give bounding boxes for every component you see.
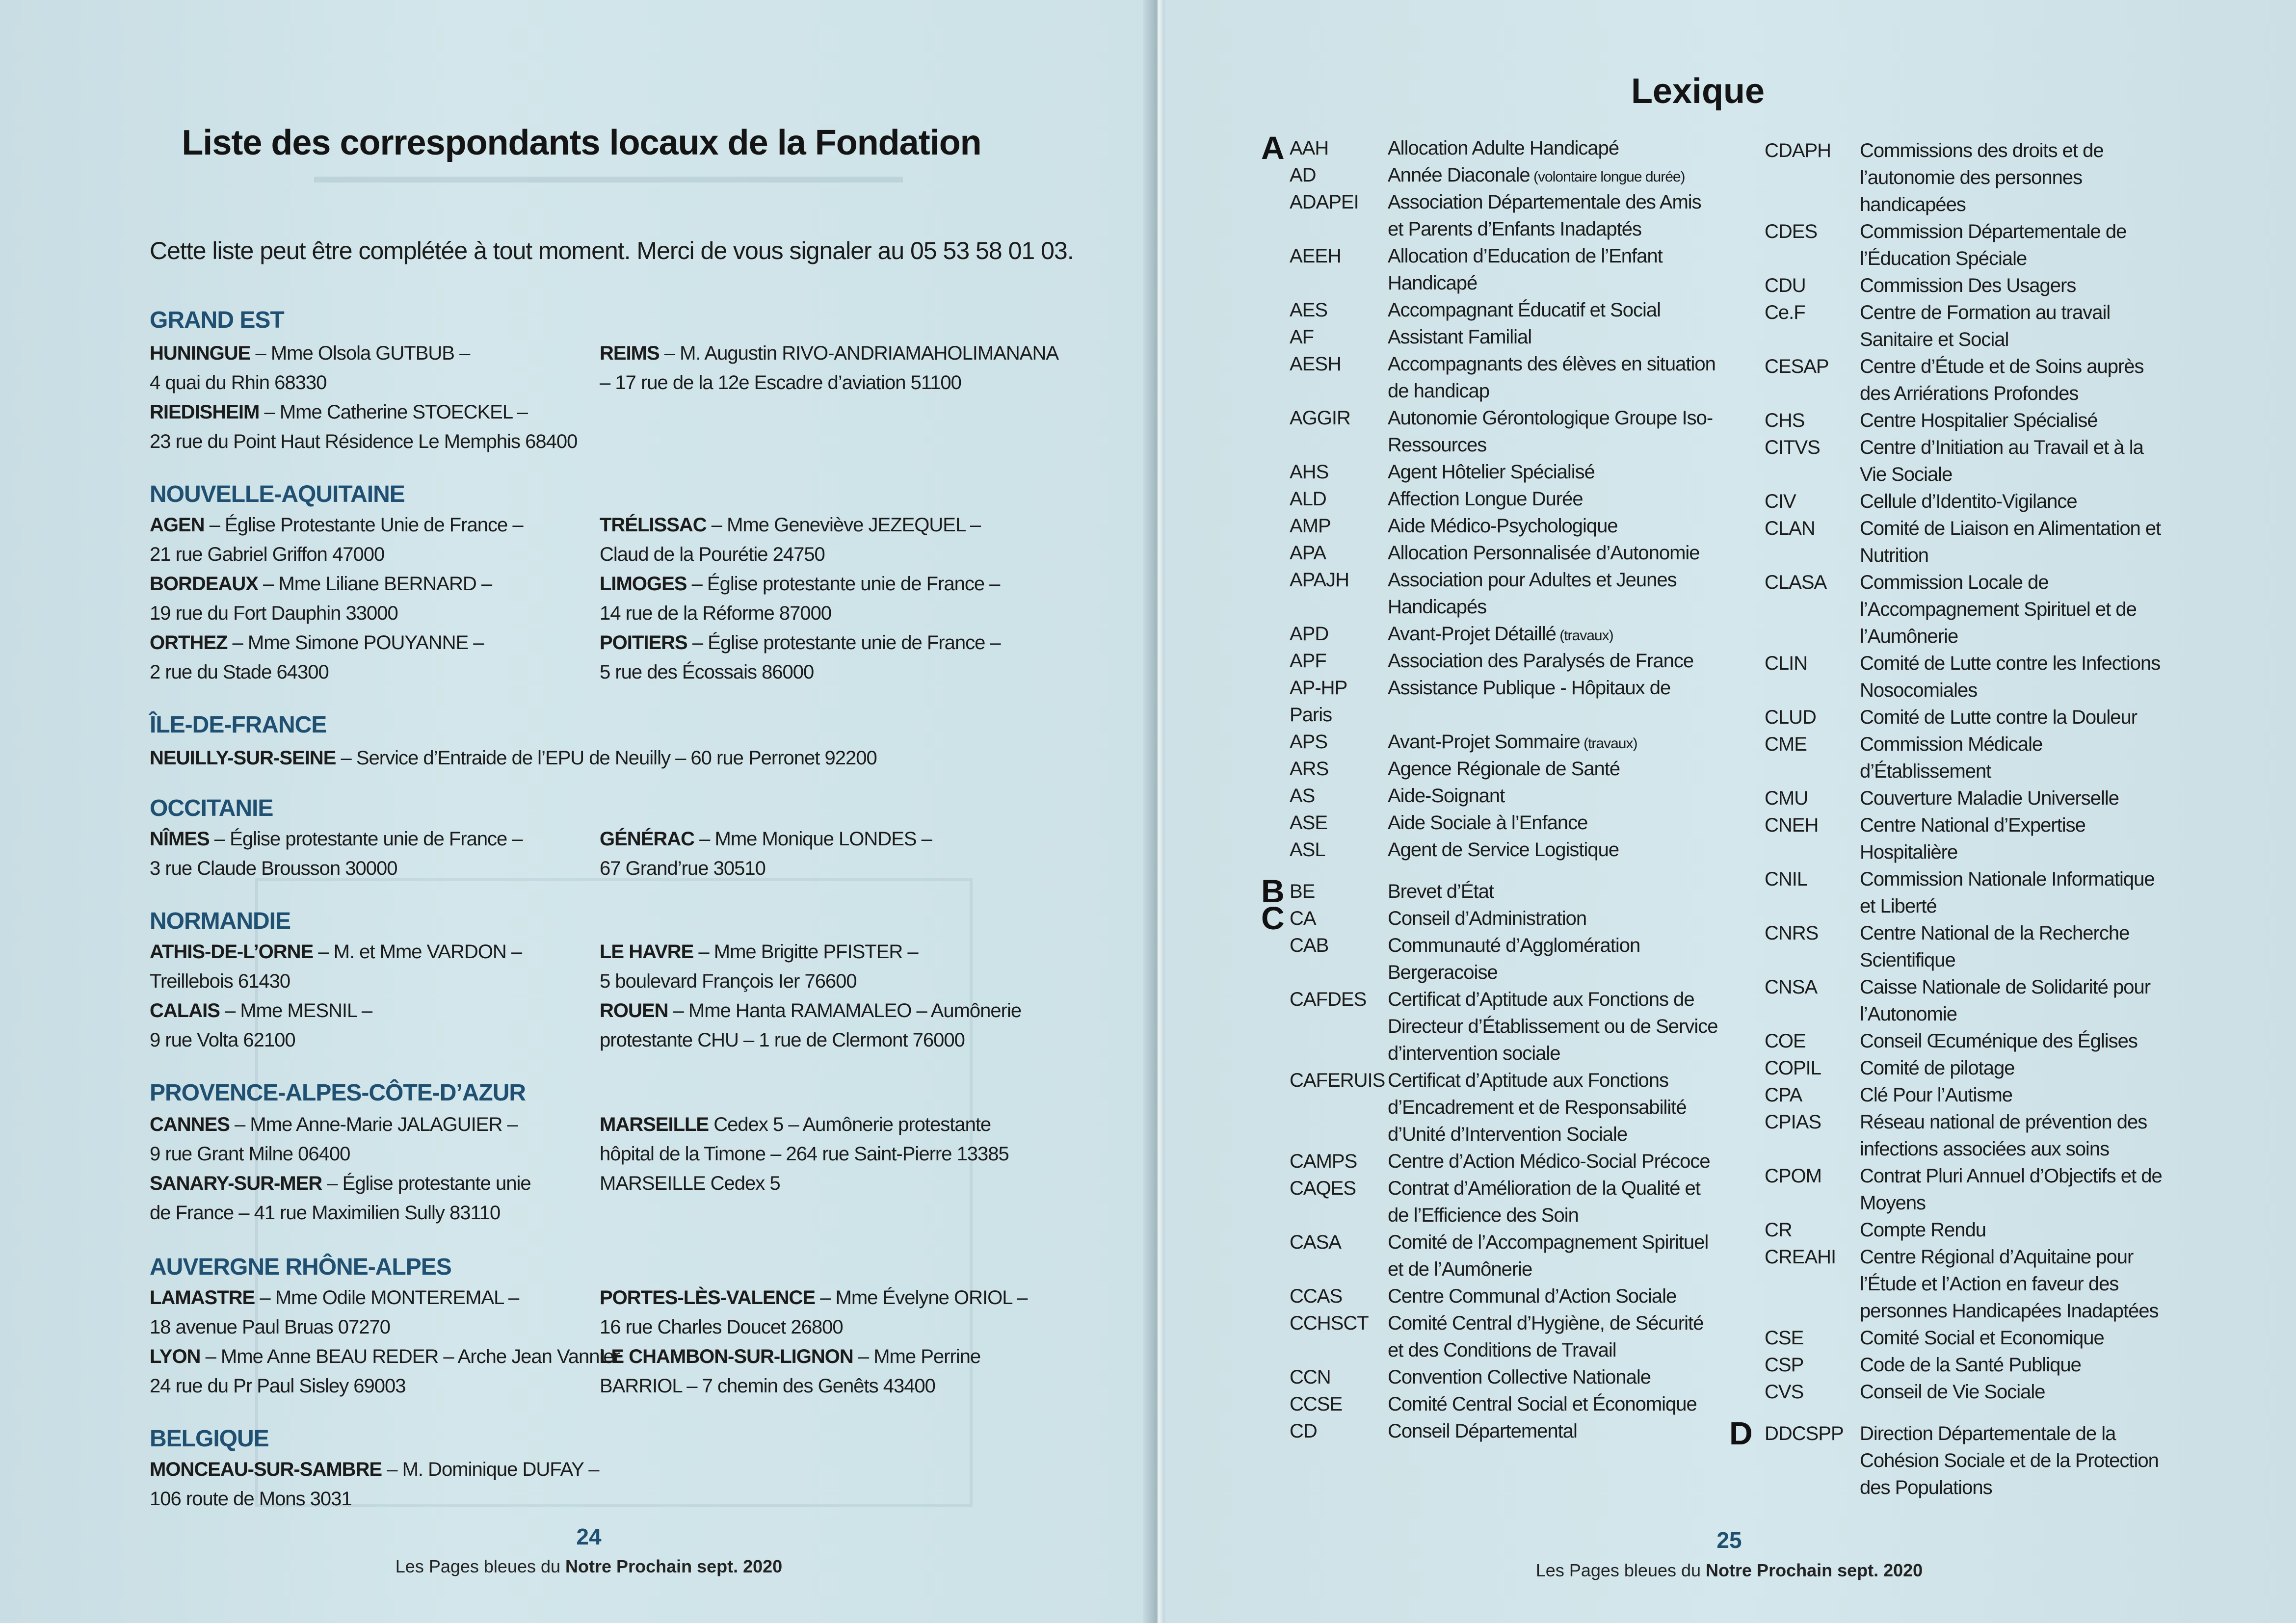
entry-address: 23 rue du Point Haut Résidence Le Memphis 68400	[150, 431, 578, 452]
lexicon-definition: Allocation d’Education de l’Enfant Handicapé	[1388, 245, 1663, 294]
city-name: POITIERS	[600, 632, 687, 654]
lexicon-definition: Accompagnant Éducatif et Social	[1388, 299, 1661, 321]
correspondent-entry	[600, 824, 1139, 883]
lexicon-definition: Allocation Personnalisée d’Autonomie	[1388, 542, 1700, 564]
entry-address: 9 rue Volta 62100	[150, 1029, 295, 1051]
lexicon-definition: Avant-Projet Sommaire (travaux)	[1388, 731, 1637, 753]
entry-contact: – Mme Simone POUYANNE –	[227, 632, 484, 654]
region-heading: BELGIQUE	[150, 1426, 269, 1452]
lexicon-definition: Commission Nationale Informatique et Liberté	[1860, 868, 2155, 917]
lexicon-title: Lexique	[1631, 72, 1765, 111]
correspondent-entry	[600, 996, 1139, 1055]
city-name: MARSEILLE	[600, 1114, 709, 1135]
city-name: LAMASTRE	[150, 1287, 255, 1309]
intro-text: Cette liste peut être complétée à tout moment. Merci de vous signaler au 05 53 58 01 03.	[150, 237, 1074, 264]
correspondent-entry	[150, 397, 581, 456]
lexicon-abbreviation: CASA	[1290, 1231, 1341, 1253]
entry-address: 5 boulevard François Ier 76600	[600, 970, 857, 992]
lexicon-abbreviation: AES	[1290, 299, 1328, 321]
entry-address: hôpital de la Timone – 264 rue Saint-Pierre 13385	[600, 1143, 1009, 1165]
lexicon-abbreviation: AAH	[1290, 137, 1329, 159]
entry-contact: – Mme Perrine	[853, 1346, 981, 1367]
lexicon-abbreviation: CR	[1765, 1219, 1792, 1241]
lexicon-definition: Accompagnants des élèves en situation de handicap	[1388, 353, 1715, 402]
lexicon-definition: Allocation Adulte Handicapé	[1388, 137, 1619, 159]
entry-address: 16 rue Charles Doucet 26800	[600, 1316, 843, 1338]
correspondent-entry	[600, 1110, 1139, 1198]
lexicon-abbreviation: CAMPS	[1290, 1151, 1357, 1172]
lexicon-letter: C	[1261, 900, 1285, 936]
lexicon-definition: Réseau national de prévention des infections associées aux soins	[1860, 1111, 2147, 1160]
lexicon-abbreviation: CNIL	[1765, 868, 1808, 890]
entry-address: Claud de la Pourétie 24750	[600, 544, 825, 565]
lexicon-abbreviation: CA	[1290, 908, 1316, 929]
lexicon-abbreviation: ADAPEI	[1290, 191, 1359, 213]
lexicon-abbreviation: CVS	[1765, 1381, 1804, 1403]
lexicon-abbreviation: CMU	[1765, 787, 1808, 809]
correspondent-entry	[600, 1342, 1139, 1401]
correspondent-entry	[150, 339, 581, 397]
city-name: NÎMES	[150, 828, 210, 850]
lexicon-definition: Contrat d’Amélioration de la Qualité et de l’Efficience des Soin	[1388, 1178, 1700, 1226]
region-heading: GRAND EST	[150, 307, 284, 333]
lexicon-abbreviation: ASL	[1290, 839, 1325, 861]
lexicon-definition: Assistance Publique - Hôpitaux de	[1388, 677, 1671, 699]
lexicon-abbreviation: CAB	[1290, 935, 1329, 956]
lexicon-abbreviation: ARS	[1290, 758, 1329, 780]
correspondent-entry	[600, 510, 1139, 569]
lexicon-definition: Agence Régionale de Santé	[1388, 758, 1620, 780]
lexicon-definition: Aide Sociale à l’Enfance	[1388, 812, 1588, 834]
lexicon-abbreviation: APS	[1290, 731, 1328, 753]
lexicon-definition: Commissions des droits et de l’autonomie des personnes handicapées	[1860, 140, 2104, 215]
region-heading: ÎLE-DE-FRANCE	[150, 712, 327, 738]
city-name: LE HAVRE	[600, 941, 694, 963]
lexicon-abbreviation: APD	[1290, 623, 1329, 645]
city-name: AGEN	[150, 514, 205, 536]
lexicon-abbreviation: ALD	[1290, 488, 1326, 510]
lexicon-abbreviation: AGGIR	[1290, 407, 1350, 429]
entry-contact: – M. Dominique DUFAY –	[382, 1459, 599, 1480]
city-name: RIEDISHEIM	[150, 401, 260, 423]
lexicon-abbreviation: CAQES	[1290, 1178, 1356, 1199]
city-name: BORDEAUX	[150, 573, 258, 595]
lexicon-abbreviation: CME	[1765, 733, 1807, 755]
entry-address: Treillebois 61430	[150, 970, 290, 992]
lexicon-definition: Centre Hospitalier Spécialisé	[1860, 410, 2098, 431]
footer-publication: Notre Prochain sept. 2020	[565, 1556, 783, 1576]
lexicon-definition: Centre d’Initiation au Travail et à la Vie Sociale	[1860, 437, 2143, 485]
entry-contact: – Mme Monique LONDES –	[694, 828, 932, 850]
lexicon-abbreviation: CSP	[1765, 1354, 1804, 1376]
city-name: LYON	[150, 1346, 201, 1367]
lexicon-abbreviation: CLUD	[1765, 707, 1816, 728]
lexicon-definition: Comité Social et Economique	[1860, 1327, 2104, 1349]
lexicon-definition: Année Diaconale (volontaire longue durée)	[1388, 164, 1685, 186]
lexicon-definition: Association pour Adultes et Jeunes Handicapés	[1388, 569, 1677, 618]
lexicon-definition: Centre d’Action Médico-Social Précoce	[1388, 1151, 1710, 1172]
entry-contact: – Église protestante unie de France –	[209, 828, 523, 850]
lexicon-abbreviation: CCN	[1290, 1366, 1331, 1388]
correspondent-entry	[150, 1283, 581, 1342]
lexicon-abbreviation: CCAS	[1290, 1285, 1343, 1307]
correspondent-entry	[150, 628, 581, 687]
correspondent-entry	[150, 1169, 581, 1228]
lexicon-abbreviation: CNRS	[1765, 922, 1819, 944]
lexicon-definition: Commission Médicale d’Établissement	[1860, 733, 2043, 782]
lexicon-abbreviation: AF	[1290, 326, 1314, 348]
lexicon-abbreviation: CESAP	[1765, 356, 1829, 377]
entry-address: 5 rue des Écossais 86000	[600, 661, 814, 683]
lexicon-definition: Association Départementale des Amis et Parents d’Enfants Inadaptés	[1388, 191, 1701, 240]
correspondent-entry	[600, 628, 1139, 687]
footer-prefix: Les Pages bleues du	[1535, 1560, 1706, 1580]
lexicon-definition: Affection Longue Durée	[1388, 488, 1583, 510]
lexicon-abbreviation: CLAN	[1765, 518, 1815, 539]
region-heading: AUVERGNE RHÔNE-ALPES	[150, 1254, 451, 1280]
lexicon-abbreviation: CNSA	[1765, 976, 1818, 998]
city-name: NEUILLY-SUR-SEINE	[150, 747, 336, 769]
lexicon-definition: Association des Paralysés de France	[1388, 650, 1694, 672]
entry-address: 14 rue de la Réforme 87000	[600, 602, 832, 624]
city-name: GÉNÉRAC	[600, 828, 695, 850]
entry-contact: – Église protestante unie	[322, 1173, 531, 1194]
lexicon-definition: Contrat Pluri Annuel d’Objectifs et de Moyens	[1860, 1165, 2162, 1214]
lexicon-abbreviation: Ce.F	[1765, 302, 1805, 323]
city-name: HUNINGUE	[150, 342, 251, 364]
lexicon-definition: Conseil de Vie Sociale	[1860, 1381, 2045, 1403]
entry-address: MARSEILLE Cedex 5	[600, 1173, 780, 1194]
lexicon-abbreviation: CD	[1290, 1420, 1317, 1442]
lexicon-abbreviation: AP-HP Paris	[1290, 677, 1347, 726]
lexicon-definition: Certificat d’Aptitude aux Fonctions d’Encadrement et de Responsabilité d’Unité d’Intervention Sociale	[1388, 1070, 1687, 1145]
lexicon-definition: Couverture Maladie Universelle	[1860, 787, 2119, 809]
lexicon-definition: Commission Des Usagers	[1860, 275, 2076, 296]
correspondent-entry	[600, 339, 1139, 397]
lexicon-abbreviation: CAFERUIS	[1290, 1070, 1385, 1091]
region-heading: NORMANDIE	[150, 908, 290, 934]
lexicon-definition: Certificat d’Aptitude aux Fonctions de Directeur d’Établissement ou de Service d’intervention sociale	[1388, 989, 1718, 1064]
lexicon-definition: Cellule d’Identito-Vigilance	[1860, 491, 2077, 512]
lexicon-definition: Conseil Départemental	[1388, 1420, 1577, 1442]
lexicon-definition: Conseil Œcuménique des Églises	[1860, 1030, 2138, 1052]
city-name: CALAIS	[150, 1000, 220, 1021]
lexicon-definition: Comité Central Social et Économique	[1388, 1393, 1697, 1415]
city-name: LE CHAMBON-SUR-LIGNON	[600, 1346, 853, 1367]
lexicon-letter: B	[1261, 873, 1285, 909]
city-name: CANNES	[150, 1114, 230, 1135]
lexicon-definition: Comité de Lutte contre les Infections Nosocomiales	[1860, 653, 2161, 701]
correspondent-entry	[150, 1455, 599, 1514]
lexicon-definition: Agent de Service Logistique	[1388, 839, 1619, 861]
entry-contact: – Mme Hanta RAMAMALEO – Aumônerie	[668, 1000, 1022, 1021]
lexicon-abbreviation: CNEH	[1765, 814, 1819, 836]
city-name: LIMOGES	[600, 573, 687, 595]
entry-address: 18 avenue Paul Bruas 07270	[150, 1316, 390, 1338]
lexicon-letter: A	[1261, 130, 1285, 166]
correspondent-entry	[600, 569, 1139, 628]
lexicon-definition: Comité Central d’Hygiène, de Sécurité et des Conditions de Travail	[1388, 1312, 1704, 1361]
entry-contact: – Mme Odile MONTEREMAL –	[255, 1287, 519, 1309]
lexicon-abbreviation: APAJH	[1290, 569, 1349, 591]
entry-address: 67 Grand’rue 30510	[600, 858, 765, 879]
lexicon-abbreviation: CREAHI	[1765, 1246, 1836, 1268]
correspondent-entry	[150, 569, 581, 628]
lexicon-definition: Direction Départementale de la Cohésion Sociale et de la Protection des Populations	[1860, 1423, 2159, 1498]
page-footer	[343, 1556, 834, 1577]
lexicon-definition: Commission Locale de l’Accompagnement Spirituel et de l’Aumônerie	[1860, 572, 2137, 647]
lexicon-abbreviation: CLIN	[1765, 653, 1808, 674]
correspondent-entry	[150, 824, 581, 883]
lexicon-definition: Aide Médico-Psychologique	[1388, 515, 1618, 537]
page-number: 25	[1716, 1527, 1742, 1553]
entry-address: – 17 rue de la 12e Escadre d’aviation 51100	[600, 372, 961, 393]
lexicon-abbreviation: CPOM	[1765, 1165, 1821, 1187]
entry-address: 24 rue du Pr Paul Sisley 69003	[150, 1375, 406, 1397]
entry-address: de France – 41 rue Maximilien Sully 83110	[150, 1202, 501, 1224]
entry-address: 106 route de Mons 3031	[150, 1488, 352, 1510]
lexicon-abbreviation: CPIAS	[1765, 1111, 1821, 1133]
lexicon-abbreviation: CITVS	[1765, 437, 1820, 458]
entry-contact: – Mme Liliane BERNARD –	[258, 573, 492, 595]
entry-contact: – Église Protestante Unie de France –	[204, 514, 523, 536]
lexicon-note: (travaux)	[1580, 735, 1637, 752]
city-name: PORTES-LÈS-VALENCE	[600, 1287, 816, 1309]
lexicon-definition: Communauté d’Agglomération Bergeracoise	[1388, 935, 1640, 983]
lexicon-definition: Commission Départementale de l’Éducation Spéciale	[1860, 221, 2127, 269]
entry-contact: – Mme MESNIL –	[219, 1000, 372, 1021]
lexicon-definition: Centre Communal d’Action Sociale	[1388, 1285, 1677, 1307]
entry-address: 4 quai du Rhin 68330	[150, 372, 327, 393]
lexicon-abbreviation: CSE	[1765, 1327, 1804, 1349]
entry-address: 3 rue Claude Brousson 30000	[150, 858, 397, 879]
lexicon-definition: Compte Rendu	[1860, 1219, 1986, 1241]
lexicon-definition: Convention Collective Nationale	[1388, 1366, 1651, 1388]
correspondent-entry	[600, 1283, 1139, 1342]
city-name: SANARY-SUR-MER	[150, 1173, 322, 1194]
lexicon-abbreviation: CCSE	[1290, 1393, 1343, 1415]
entry-address: 19 rue du Fort Dauphin 33000	[150, 602, 398, 624]
entry-contact: – Service d’Entraide de l’EPU de Neuilly – 60 rue Perronet 92200	[336, 747, 877, 769]
lexicon-letter: D	[1729, 1415, 1753, 1451]
lexicon-abbreviation: AEEH	[1290, 245, 1341, 267]
lexicon-abbreviation: CDU	[1765, 275, 1806, 296]
correspondent-entry	[600, 937, 1139, 996]
lexicon-abbreviation: AS	[1290, 785, 1315, 807]
lexicon-note: (volontaire longue durée)	[1530, 169, 1685, 185]
lexicon-definition: Centre de Formation au travail Sanitaire et Social	[1860, 302, 2111, 350]
footer-prefix: Les Pages bleues du	[395, 1556, 566, 1576]
city-name: REIMS	[600, 342, 660, 364]
entry-contact: Cedex 5 – Aumônerie protestante	[709, 1114, 991, 1135]
city-name: ATHIS-DE-L’ORNE	[150, 941, 314, 963]
lexicon-abbreviation: BE	[1290, 881, 1315, 902]
lexicon-abbreviation: DDCSPP	[1765, 1423, 1844, 1444]
lexicon-definition: Brevet d’État	[1388, 881, 1494, 902]
correspondent-entry	[150, 937, 581, 996]
lexicon-definition: Agent Hôtelier Spécialisé	[1388, 461, 1595, 483]
lexicon-definition: Assistant Familial	[1388, 326, 1532, 348]
entry-contact: – Mme Anne BEAU REDER – Arche Jean Vannier	[200, 1346, 620, 1367]
entry-address: 9 rue Grant Milne 06400	[150, 1143, 350, 1165]
lexicon-definition: Comité de l’Accompagnement Spirituel et de l’Aumônerie	[1388, 1231, 1709, 1280]
lexicon-definition: Autonomie Gérontologique Groupe Iso-Ressources	[1388, 407, 1713, 456]
lexicon-abbreviation: AESH	[1290, 353, 1341, 375]
page-number: 24	[576, 1524, 602, 1549]
correspondent-entry	[150, 1342, 620, 1401]
lexicon-abbreviation: CAFDES	[1290, 989, 1367, 1010]
lexicon-abbreviation: APA	[1290, 542, 1326, 564]
entry-contact: – Mme Olsola GUTBUB –	[250, 342, 470, 364]
lexicon-definition: Comité de pilotage	[1860, 1057, 2015, 1079]
lexicon-definition: Caisse Nationale de Solidarité pour l’Autonomie	[1860, 976, 2151, 1025]
bleed-through-text: ▬▬▬▬▬▬▬▬▬▬▬▬▬▬▬▬▬▬▬▬▬▬▬▬▬▬▬▬▬▬	[314, 165, 903, 187]
lexicon-abbreviation: CDAPH	[1765, 140, 1831, 161]
entry-address: protestante CHU – 1 rue de Clermont 76000	[600, 1029, 965, 1051]
lexicon-definition: Centre d’Étude et de Soins auprès des Arriérations Profondes	[1860, 356, 2144, 404]
lexicon-definition: Clé Pour l’Autisme	[1860, 1084, 2013, 1106]
entry-address: BARRIOL – 7 chemin des Genêts 43400	[600, 1375, 935, 1397]
entry-contact: – Église protestante unie de France –	[687, 632, 1001, 654]
entry-address: 21 rue Gabriel Griffon 47000	[150, 544, 385, 565]
lexicon-definition: Comité de Liaison en Alimentation et Nutrition	[1860, 518, 2161, 566]
lexicon-abbreviation: CDES	[1765, 221, 1818, 242]
entry-contact: – M. et Mme VARDON –	[313, 941, 522, 963]
lexicon-abbreviation: APF	[1290, 650, 1326, 672]
city-name: ORTHEZ	[150, 632, 228, 654]
lexicon-abbreviation: ASE	[1290, 812, 1328, 834]
entry-contact: – Église protestante unie de France –	[686, 573, 1000, 595]
region-heading: NOUVELLE-AQUITAINE	[150, 481, 405, 507]
page-footer	[1484, 1560, 1975, 1581]
lexicon-abbreviation: CLASA	[1765, 572, 1827, 593]
lexicon-definition: Avant-Projet Détaillé (travaux)	[1388, 623, 1613, 645]
correspondent-entry	[150, 1110, 581, 1169]
lexicon-abbreviation: COE	[1765, 1030, 1806, 1052]
lexicon-definition: Aide-Soignant	[1388, 785, 1505, 807]
entry-contact: – Mme Catherine STOECKEL –	[259, 401, 528, 423]
city-name: MONCEAU-SUR-SAMBRE	[150, 1459, 382, 1480]
entry-contact: – Mme Anne-Marie JALAGUIER –	[229, 1114, 518, 1135]
lexicon-definition: Comité de Lutte contre la Douleur	[1860, 707, 2138, 728]
city-name: TRÉLISSAC	[600, 514, 707, 536]
lexicon-abbreviation: CHS	[1765, 410, 1805, 431]
lexicon-definition: Conseil d’Administration	[1388, 908, 1587, 929]
lexicon-definition: Code de la Santé Publique	[1860, 1354, 2081, 1376]
entry-contact: – M. Augustin RIVO-ANDRIAMAHOLIMANANA	[659, 342, 1059, 364]
correspondent-entry	[150, 743, 877, 773]
lexicon-abbreviation: AHS	[1290, 461, 1329, 483]
entry-contact: – Mme Geneviève JEZEQUEL –	[706, 514, 981, 536]
city-name: ROUEN	[600, 1000, 668, 1021]
entry-contact: – Mme Brigitte PFISTER –	[693, 941, 918, 963]
page-title: Liste des correspondants locaux de la Fondation	[182, 123, 981, 162]
lexicon-definition: Centre National de la Recherche Scientifique	[1860, 922, 2130, 971]
lexicon-note: (travaux)	[1556, 628, 1613, 644]
lexicon-definition: Centre Régional d’Aquitaine pour l’Étude et l’Action en faveur des personnes Handicapées Inadaptées	[1860, 1246, 2159, 1322]
lexicon-abbreviation: CPA	[1765, 1084, 1802, 1106]
lexicon-abbreviation: COPIL	[1765, 1057, 1821, 1079]
lexicon-abbreviation: CIV	[1765, 491, 1796, 512]
lexicon-abbreviation: AD	[1290, 164, 1316, 186]
region-heading: OCCITANIE	[150, 795, 273, 821]
entry-contact: – Mme Évelyne ORIOL –	[815, 1287, 1028, 1309]
correspondent-entry	[150, 996, 581, 1055]
region-heading: PROVENCE-ALPES-CÔTE-D’AZUR	[150, 1080, 526, 1106]
footer-publication: Notre Prochain sept. 2020	[1706, 1560, 1923, 1580]
lexicon-definition: Centre National d’Expertise Hospitalière	[1860, 814, 2085, 863]
lexicon-abbreviation: AMP	[1290, 515, 1331, 537]
entry-address: 2 rue du Stade 64300	[150, 661, 329, 683]
correspondent-entry	[150, 510, 581, 569]
right-page	[1165, 0, 2296, 1623]
lexicon-abbreviation: CCHSCT	[1290, 1312, 1369, 1334]
